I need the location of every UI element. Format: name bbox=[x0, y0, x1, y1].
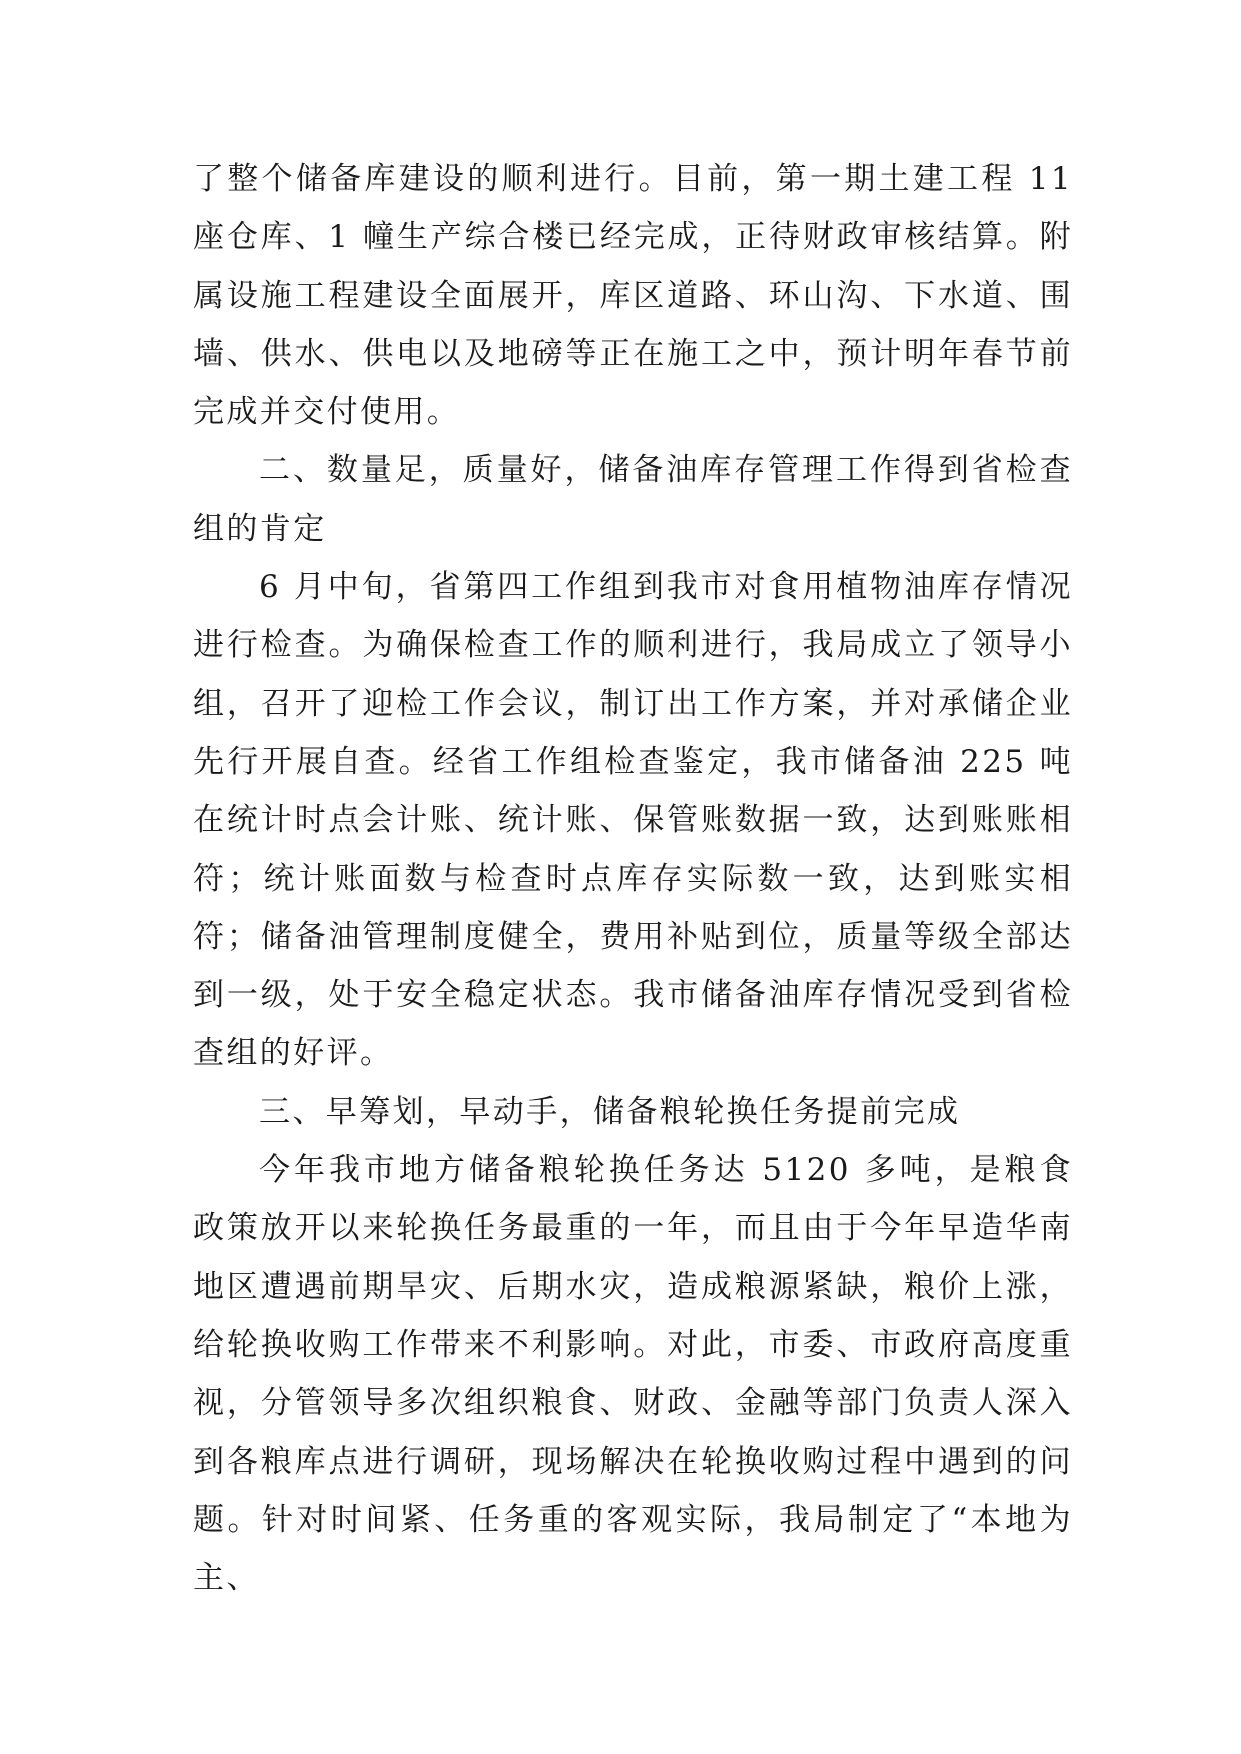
paragraph-grain-rotation: 今年我市地方储备粮轮换任务达 5120 多吨，是粮食政策放开以来轮换任务最重的一年，而且由于今年早造华南地区遭遇前期旱灾、后期水灾，造成粮源紧缺，粮价上涨，给轮换收购工作带来不利影响。对此，市委、市政府高度重视，分管领导多次组织粮食、财政、金融等部门负责人深入到各粮库点进行调研，现场解决在轮换收购过程中遇到的问题。针对时间紧、任务重的客观实际，我局制定了“本地为主、 bbox=[193, 1152, 1073, 1597]
paragraph-oil-reserve-inspection: 6 月中旬，省第四工作组到我市对食用植物油库存情况进行检查。为确保检查工作的顺利进行，我局成立了领导小组，召开了迎检工作会议，制订出工作方案，并对承储企业先行开展自查。经省工作组检查鉴定，我市储备油 225 吨在统计时点会计账、统计账、保管账数据一致，达到账账相符；统计账面数与检查时点库存实际数一致，达到账实相符；储备油管理制度健全，费用补贴到位，质量等级全部达到一级，处于安全稳定状态。我市储备油库存情况受到省检查组的好评。 bbox=[193, 569, 1073, 1072]
document-body bbox=[193, 150, 1073, 1607]
heading-oil-reserve-inspection: 二、数量足，质量好，储备油库存管理工作得到省检查组的肯定 bbox=[193, 452, 1073, 547]
paragraph-warehouse-construction: 了整个储备库建设的顺利进行。目前，第一期土建工程 11 座仓库、1 幢生产综合楼已经完成，正待财政审核结算。附属设施工程建设全面展开，库区道路、环山沟、下水道、围墙、供水、供电以及地磅等正在施工之中，预计明年春节前完成并交付使用。 bbox=[193, 161, 1073, 431]
heading-grain-rotation: 三、早筹划，早动手，储备粮轮换任务提前完成 bbox=[259, 1093, 961, 1130]
